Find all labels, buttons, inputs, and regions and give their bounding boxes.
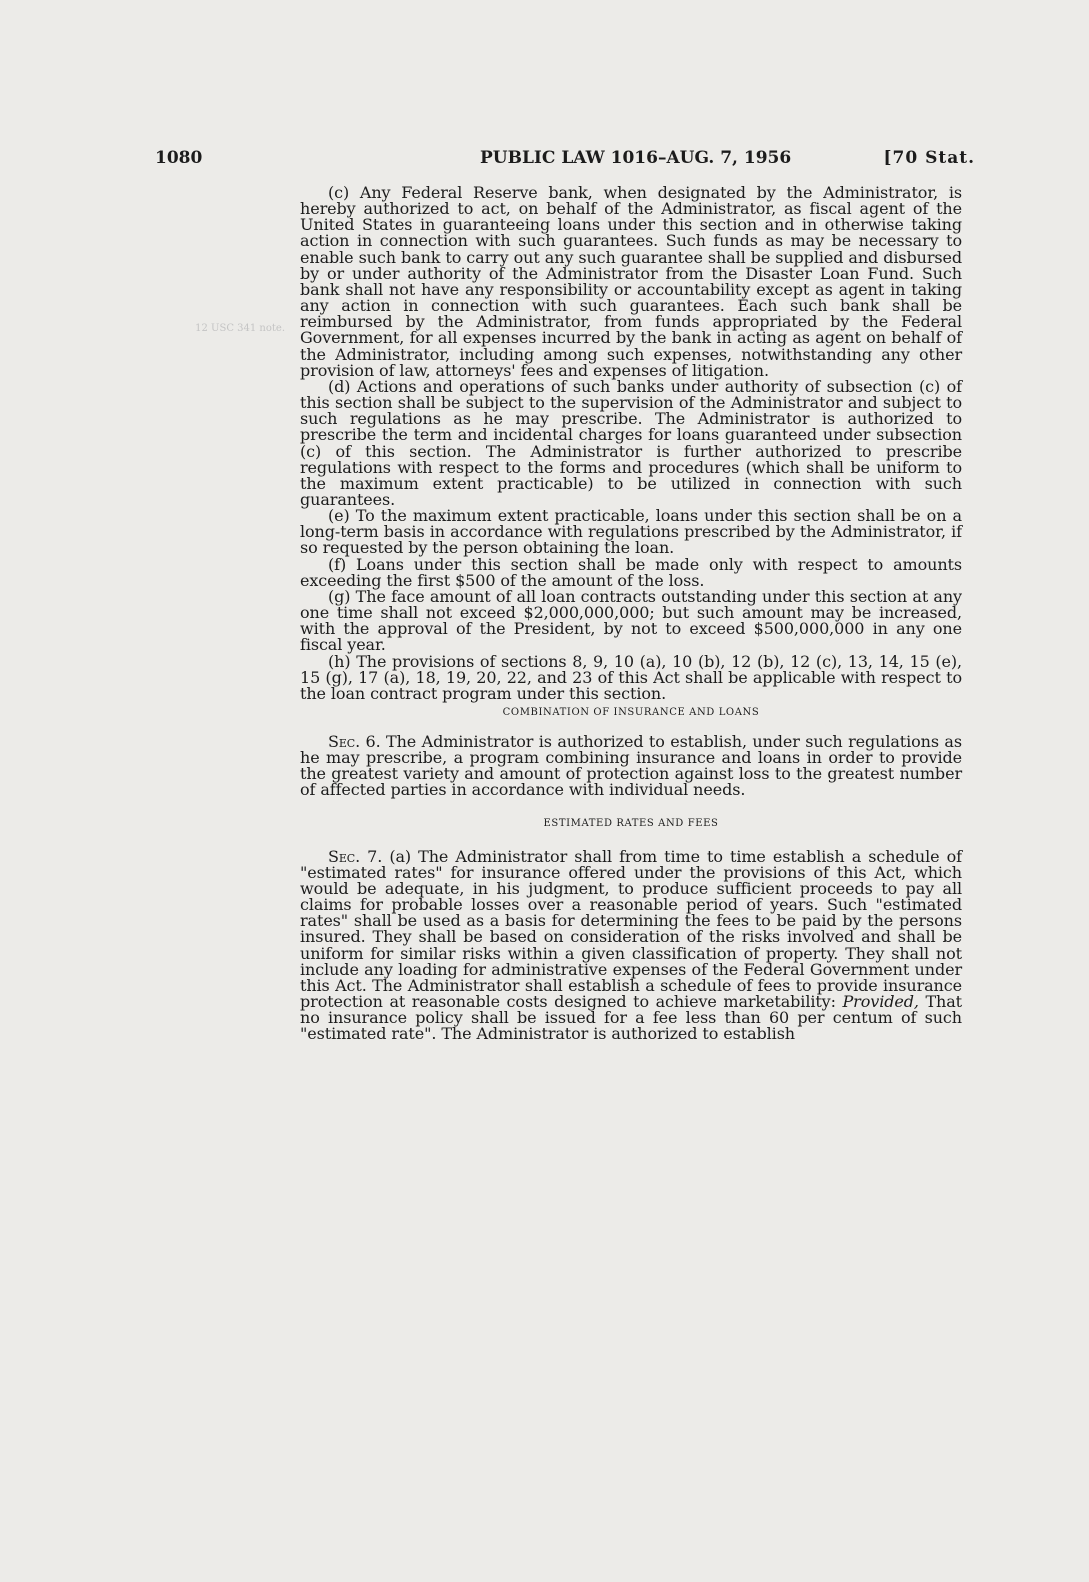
margin-note: 12 USC 341 note. [195, 323, 285, 334]
running-head: PUBLIC LAW 1016–AUG. 7, 1956 [480, 148, 792, 168]
body-text [300, 185, 962, 1043]
page-header [155, 148, 975, 172]
paragraph-g: (g) The face amount of all loan contracts outstanding under this section at any one time shall not exceed $2,000,000,000; but such amount may be increased, with the approval of the President, by not to exceed $500,000,000 in any one fiscal year. [300, 586, 962, 655]
section-6-label: Sec. 6. [328, 732, 381, 751]
page-number: 1080 [155, 148, 203, 168]
paragraph-d: (d) Actions and operations of such banks under authority of subsection (c) of this section shall be subject to the supervision of the Administrator and subject to such regulations as he may prescribe. The Administrator is authorized to prescribe the term and incidental charges for loans guaranteed under subsection (c) of this section. The Administrator is further authorized to prescribe regulations with respect to the forms and procedures (which shall be uniform to the maximum extent practicable) to be utilized in connection with such guarantees. [300, 376, 962, 509]
paragraph-f: (f) Loans under this section shall be made only with respect to amounts exceeding the first $500 of the amount of the loss. [300, 554, 962, 590]
section-7-label: Sec. 7. [328, 846, 383, 866]
section-7 [300, 846, 962, 1044]
paragraph-e: (e) To the maximum extent practicable, loans under this section shall be on a long-term basis in accordance with regulations prescribed by the Administrator, if so requested by the person obtaining the loan. [300, 506, 962, 558]
section-7-text-after: That no insurance policy shall be issued for a fee less than 60 per centum of such "estimated rate". The Administrator is authorized to establish [300, 992, 962, 1044]
section-6-text: The Administrator is authorized to establish, under such regulations as he may prescribe, a program combining insurance and loans in order to provide the greatest variety and amount of protection against loss to the greatest number of affected parties in accordance with individual needs. [300, 732, 962, 800]
section-7-text-before: (a) The Administrator shall from time to time establish a schedule of "estimated rates" for insurance offered under the provisions of this Act, which would be adequate, in his judgment, to produce sufficient proceeds to pay all claims for probable losses over a reasonable period of years. Such "estimated rates" shall be used as a basis for determining the fees to be paid by the persons insured. They shall be based on consideration of the risks involved and shall be uniform for similar risks within a given classification of property. They shall not include any loading for administrative expenses of the Federal Government under this Act. The Administrator shall establish a schedule of fees to provide insurance protection at reasonable costs designed to achieve marketability: [300, 846, 962, 1012]
heading-combination: COMBINATION OF INSURANCE AND LOANS [502, 707, 760, 718]
heading-estimated-rates: ESTIMATED RATES AND FEES [543, 817, 719, 829]
paragraph-h: (h) The provisions of sections 8, 9, 10 (a), 10 (b), 12 (b), 12 (c), 13, 14, 15 (e), 15 (g), 17 (a), 18, 19, 20, 22, and 23 of this Act shall be applicable with respect to the loan contract program under this section. [300, 651, 962, 703]
statute-reference: [70 Stat. [883, 148, 975, 168]
section-6 [300, 734, 962, 799]
paragraph-c: (c) Any Federal Reserve bank, when designated by the Administrator, is hereby authorized to act, on behalf of the Administrator, as fiscal agent of the United States in guaranteeing loans under this section and in otherwise taking action in connection with such guarantees. Such funds as may be necessary to enable such bank to carry out any such guarantee shall be supplied and disbursed by or under authority of the Administrator from the Disaster Loan Fund. Such bank shall not have any responsibility or accountability except as agent in taking any action in connection with such guarantees. Each such bank shall be reimbursed by the Administrator, from funds appropriated by the Federal Government, for all expenses incurred by the bank in acting as agent on behalf of the Administrator, including among such expenses, notwithstanding any other provision of law, attorneys' fees and expenses of litigation. [300, 183, 962, 380]
provided-italic: Provided, [842, 992, 919, 1012]
